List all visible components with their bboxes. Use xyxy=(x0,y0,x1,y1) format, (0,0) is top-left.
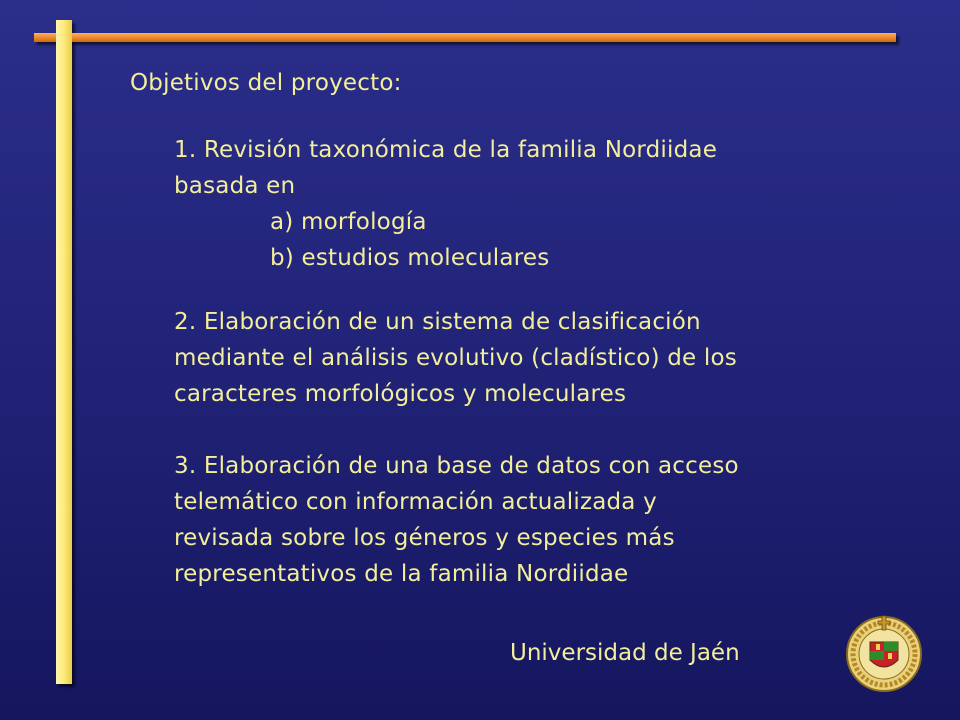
objective-1 xyxy=(174,132,894,276)
objective-2 xyxy=(174,304,894,412)
objective-3 xyxy=(174,448,894,592)
objective-1-line-2: basada en xyxy=(174,173,296,199)
horizontal-accent-bar xyxy=(34,33,896,42)
university-name: Universidad de Jaén xyxy=(510,640,740,666)
objective-1-line-1: 1. Revisión taxonómica de la familia Nordiidae xyxy=(174,137,718,163)
objective-2-line-2: mediante el análisis evolutivo (cladístico) de los xyxy=(174,345,737,371)
objective-3-line-2: telemático con información actualizada y xyxy=(174,489,657,515)
slide-heading: Objetivos del proyecto: xyxy=(130,70,402,96)
objective-1-sub-b: b) estudios moleculares xyxy=(270,245,550,271)
university-seal-icon xyxy=(842,610,926,694)
objective-1-sub-a: a) morfología xyxy=(270,209,427,235)
vertical-accent-bar-front xyxy=(56,20,72,684)
objective-3-line-1: 3. Elaboración de una base de datos con acceso xyxy=(174,453,739,479)
objective-3-line-4: representativos de la familia Nordiidae xyxy=(174,561,629,587)
objective-2-line-1: 2. Elaboración de un sistema de clasificación xyxy=(174,309,701,335)
objective-2-line-3: caracteres morfológicos y moleculares xyxy=(174,381,627,407)
objective-3-line-3: revisada sobre los géneros y especies más xyxy=(174,525,675,551)
